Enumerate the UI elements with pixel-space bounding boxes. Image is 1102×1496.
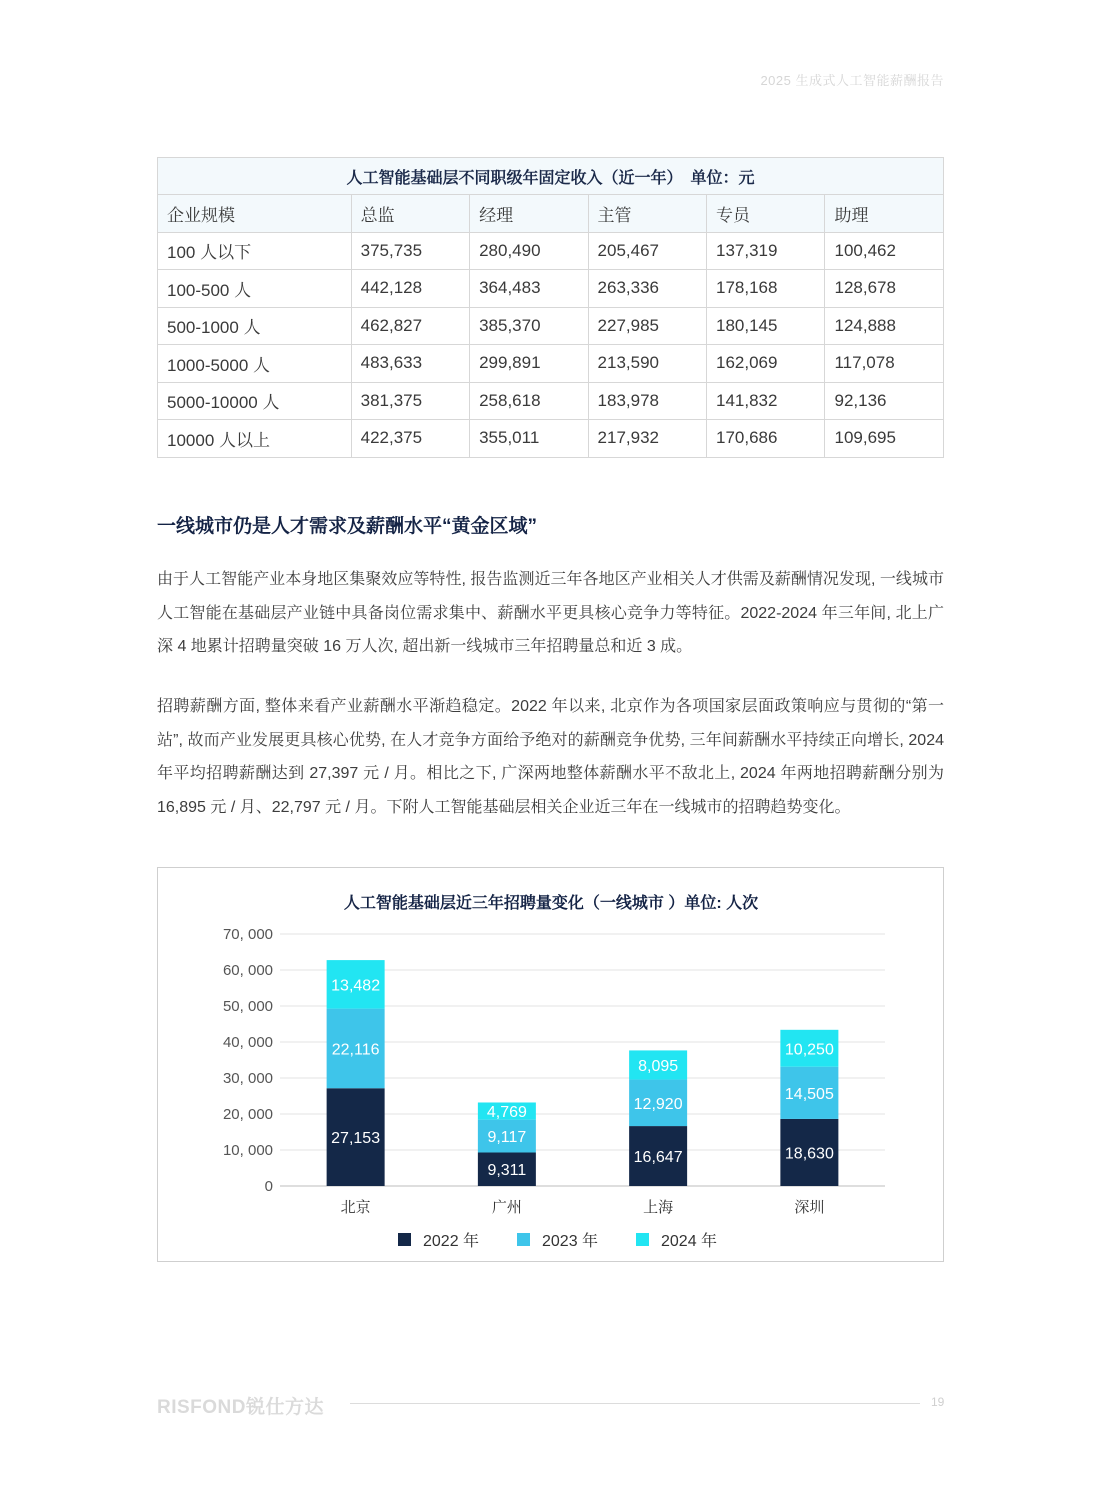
- y-tick-label: 10, 000: [222, 1142, 273, 1159]
- table-cell: 280,490: [470, 232, 588, 270]
- table-cell: 170,686: [707, 420, 825, 458]
- table-cell: 5000-10000 人: [158, 382, 352, 420]
- data-label: 13,482: [331, 977, 381, 995]
- company-logo: RISFOND锐仕方达: [157, 1397, 325, 1418]
- table-cell: 100-500 人: [158, 270, 352, 308]
- table-cell: 92,136: [825, 382, 944, 420]
- table-cell: 205,467: [588, 232, 706, 270]
- table-cell: 109,695: [825, 420, 944, 458]
- x-tick-label: 深圳: [794, 1199, 825, 1216]
- column-header: 主管: [588, 195, 706, 233]
- column-header: 企业规模: [158, 195, 352, 233]
- table-row: [158, 345, 944, 383]
- data-label: 22,116: [331, 1041, 380, 1059]
- column-header: 总监: [351, 195, 469, 233]
- table-cell: 364,483: [470, 270, 588, 308]
- table-cell: 213,590: [588, 345, 706, 383]
- legend-label: 2023 年: [542, 1233, 599, 1250]
- y-tick-label: 20, 000: [222, 1106, 273, 1123]
- table-cell: 100,462: [825, 232, 944, 270]
- x-tick-label: 北京: [340, 1199, 371, 1216]
- table-cell: 1000-5000 人: [158, 345, 352, 383]
- table-cell: 217,932: [588, 420, 706, 458]
- report-header-title: 2025 生成式人工智能薪酬报告: [760, 73, 944, 88]
- footer-divider: [350, 1403, 920, 1404]
- legend-label: 2024 年: [661, 1233, 718, 1250]
- y-tick-label: 30, 000: [222, 1070, 273, 1087]
- table-cell: 180,145: [707, 307, 825, 345]
- legend-swatch: [517, 1233, 530, 1246]
- table-cell: 10000 人以上: [158, 420, 352, 458]
- table-cell: 483,633: [351, 345, 469, 383]
- table-cell: 385,370: [470, 307, 588, 345]
- table-row: [158, 232, 944, 270]
- table-cell: 227,985: [588, 307, 706, 345]
- table-cell: 100 人以下: [158, 232, 352, 270]
- y-tick-label: 60, 000: [222, 962, 273, 979]
- x-tick-label: 广州: [491, 1199, 522, 1216]
- table-cell: 258,618: [470, 382, 588, 420]
- table-cell: 183,978: [588, 382, 706, 420]
- data-label: 14,505: [784, 1085, 834, 1103]
- stacked-bar-chart: [157, 867, 944, 1262]
- table-caption: 人工智能基础层不同职级年固定收入（近一年） 单位：元: [158, 158, 944, 195]
- table-cell: 263,336: [588, 270, 706, 308]
- body-paragraph: 招聘薪酬方面, 整体来看产业薪酬水平渐趋稳定。2022 年以来, 北京作为各项国家层面政策响应与贯彻的“第一站”, 故而产业发展更具核心优势, 在人才竞争方面给予绝对的薪酬竞争优势, 三年间薪酬水平持续正向增长, 2024 年平均招聘薪酬达到 27,397 元 / 月。相比之下, 广深两地整体薪酬水平不敌北上, 2024 年两地招聘薪酬分别为 16,895 元 / 月、22,797 元 / 月。下附人工智能基础层相关企业近三年在一线城市的招聘趋势变化。: [157, 698, 944, 816]
- table-cell: 141,832: [707, 382, 825, 420]
- table-row: [158, 307, 944, 345]
- column-header: 助理: [825, 195, 944, 233]
- table-cell: 124,888: [825, 307, 944, 345]
- table-cell: 128,678: [825, 270, 944, 308]
- body-paragraph: 由于人工智能产业本身地区集聚效应等特性, 报告监测近三年各地区产业相关人才供需及薪酬情况发现, 一线城市人工智能在基础层产业链中具备岗位需求集中、薪酬水平更具核心竞争力等特征。2022-2024 年三年间, 北上广深 4 地累计招聘量突破 16 万人次, 超出新一线城市三年招聘量总和近 3 成。: [157, 571, 944, 655]
- column-header: 专员: [707, 195, 825, 233]
- section-title: 一线城市仍是人才需求及薪酬水平“黄金区域”: [157, 516, 538, 537]
- table-cell: 117,078: [825, 345, 944, 383]
- table-cell: 442,128: [351, 270, 469, 308]
- table-cell: 422,375: [351, 420, 469, 458]
- data-label: 9,117: [487, 1129, 527, 1147]
- table-cell: 178,168: [707, 270, 825, 308]
- y-tick-label: 0: [264, 1178, 273, 1195]
- data-label: 16,647: [633, 1149, 683, 1167]
- data-label: 12,920: [633, 1095, 683, 1113]
- table-cell: 375,735: [351, 232, 469, 270]
- data-label: 18,630: [784, 1145, 834, 1163]
- page-number: 19: [931, 1395, 945, 1409]
- legend-swatch: [398, 1233, 411, 1246]
- table-cell: 299,891: [470, 345, 588, 383]
- table-cell: 137,319: [707, 232, 825, 270]
- data-label: 10,250: [784, 1041, 834, 1059]
- x-tick-label: 上海: [643, 1199, 674, 1216]
- table-cell: 381,375: [351, 382, 469, 420]
- data-label: 8,095: [638, 1057, 679, 1075]
- table-header-row: [158, 195, 944, 233]
- table-row: [158, 382, 944, 420]
- chart-canvas: [158, 868, 943, 1261]
- y-tick-label: 70, 000: [222, 926, 273, 943]
- table-cell: 355,011: [470, 420, 588, 458]
- table-cell: 500-1000 人: [158, 307, 352, 345]
- salary-table: [157, 157, 944, 458]
- data-label: 4,769: [486, 1104, 527, 1122]
- table-row: [158, 270, 944, 308]
- chart-title: 人工智能基础层近三年招聘量变化（一线城市 ）单位: 人次: [343, 895, 759, 912]
- table-cell: 462,827: [351, 307, 469, 345]
- data-label: 9,311: [487, 1162, 527, 1180]
- table-row: [158, 420, 944, 458]
- y-tick-label: 40, 000: [222, 1034, 273, 1051]
- legend-swatch: [636, 1233, 649, 1246]
- table-caption-row: [158, 158, 944, 195]
- y-tick-label: 50, 000: [222, 998, 273, 1015]
- data-label: 27,153: [331, 1130, 381, 1148]
- column-header: 经理: [470, 195, 588, 233]
- table-cell: 162,069: [707, 345, 825, 383]
- legend-label: 2022 年: [423, 1233, 480, 1250]
